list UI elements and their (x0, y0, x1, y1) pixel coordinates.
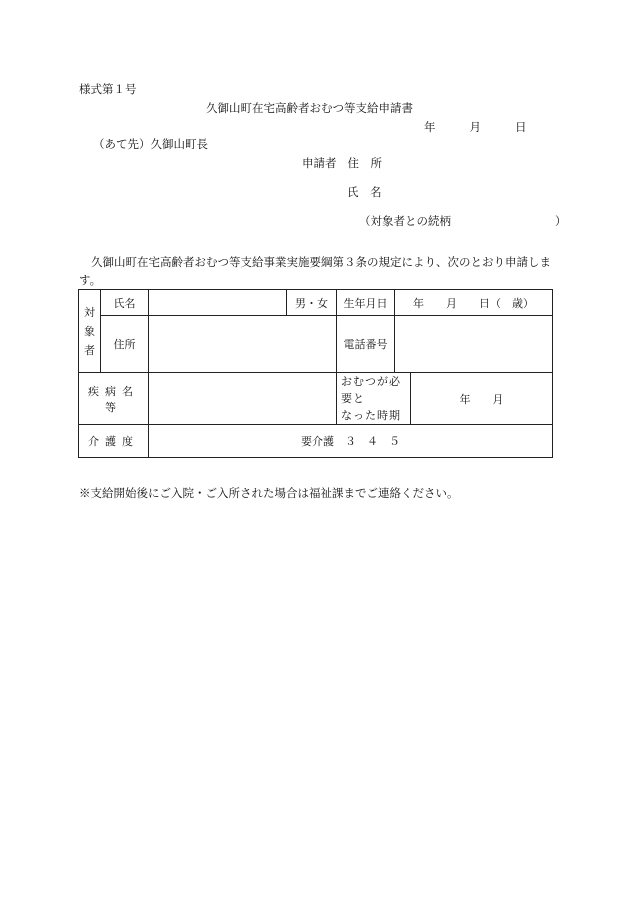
phone-label: 電話番号 (337, 316, 395, 373)
need-time-label-line2: なった時期 (341, 409, 401, 422)
subject-char-2: 象 (84, 324, 95, 338)
disease-label: 疾病名等 (79, 373, 149, 425)
name-label: 氏名 (101, 290, 149, 316)
date-month-label: 月 (469, 120, 481, 134)
applicant-label: 申請者 (302, 156, 337, 170)
applicant-address-line (302, 155, 382, 171)
name-field[interactable] (149, 290, 287, 316)
addressee: （あて先）久御山町長 (93, 137, 208, 151)
date-year-label: 年 (424, 120, 436, 134)
need-time-value[interactable]: 年 月 (411, 373, 553, 425)
subject-label (79, 290, 101, 373)
address-field[interactable] (149, 316, 337, 373)
relationship-close: ） (555, 214, 567, 228)
birth-label: 生年月日 (337, 290, 395, 316)
birth-value[interactable]: 年 月 日（ 歳） (395, 290, 553, 316)
subject-char-1: 対 (84, 305, 95, 319)
relationship-label: （対象者との続柄 (359, 214, 451, 228)
need-time-label (337, 373, 411, 425)
document-title: 久御山町在宅高齢者おむつ等支給申請書 (206, 101, 413, 115)
body-text: 久御山町在宅高齢者おむつ等支給事業実施要綱第３条の規定により、次のとおり申請します。 (79, 255, 551, 287)
footer-note: ※支給開始後にご入院・ご入所された場合は福祉課までご連絡ください。 (79, 486, 459, 500)
care-level-label: 介護度 (79, 425, 149, 458)
applicant-name-label: 氏 名 (347, 185, 382, 199)
subject-char-3: 者 (84, 343, 95, 357)
application-table (78, 289, 553, 458)
relationship-line (359, 213, 567, 229)
form-number: 様式第１号 (79, 82, 137, 96)
phone-field[interactable] (395, 316, 553, 373)
date-day-label: 日 (515, 120, 527, 134)
need-time-label-line1: おむつが必要と (341, 375, 401, 405)
applicant-address-label: 住 所 (347, 156, 382, 170)
gender-label[interactable]: 男・女 (287, 290, 337, 316)
address-label: 住所 (101, 316, 149, 373)
disease-field[interactable] (149, 373, 337, 425)
date-line (424, 119, 527, 135)
care-level-value[interactable]: 要介護 ３ ４ ５ (149, 425, 553, 458)
